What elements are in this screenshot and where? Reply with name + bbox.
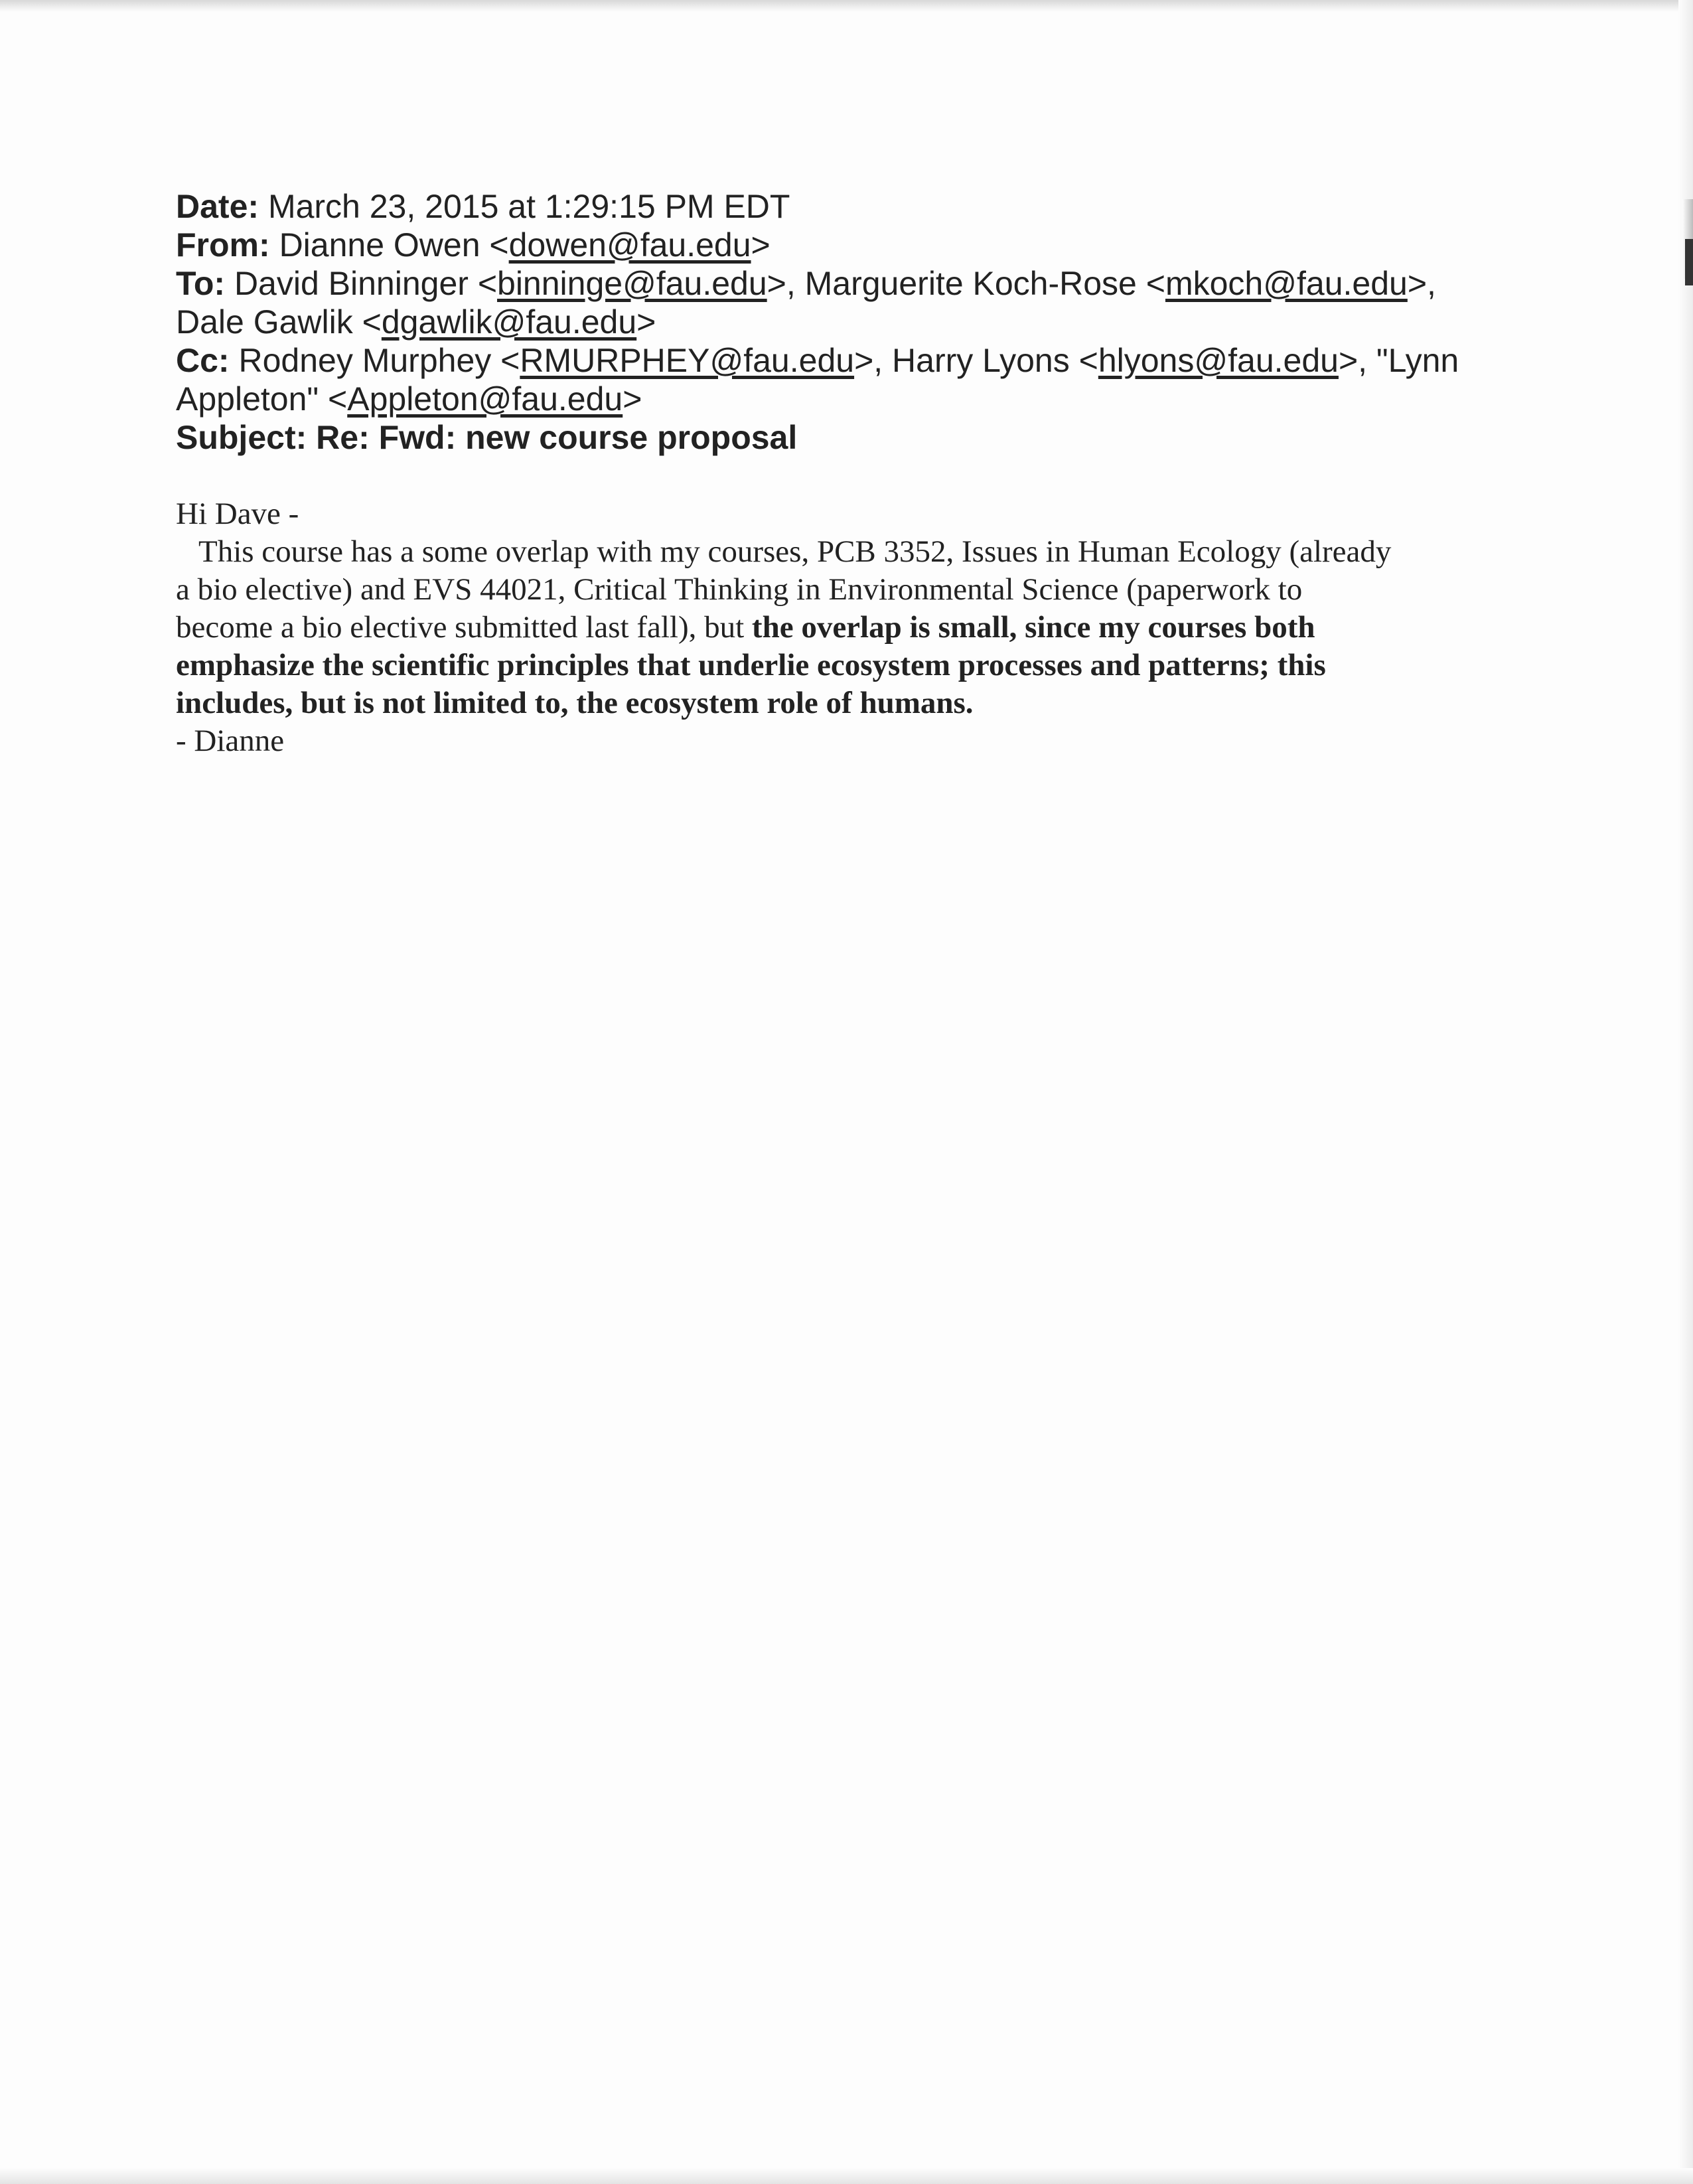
cc-row-continued: Appleton" <Appleton@fau.edu> — [176, 380, 642, 418]
date-row — [176, 187, 1503, 226]
subject-value: Re: Fwd: new course proposal — [316, 419, 798, 456]
body-line-4-bold: emphasize the scientific principles that underlie ecosystem processes and patterns; this — [176, 648, 1326, 682]
from-label: From: — [176, 226, 270, 264]
body-line-2: a bio elective) and EVS 44021, Critical Thinking in Environmental Science (paperwork to — [176, 572, 1303, 607]
cc-recipient-1-name: Rodney Murphey — [238, 342, 492, 379]
cc-recipient-2-email[interactable]: hlyons@fau.edu — [1098, 342, 1339, 379]
scan-right-mark-dark — [1685, 239, 1693, 285]
body-line-1: This course has a some overlap with my courses, PCB 3352, Issues in Human Ecology (already — [198, 534, 1392, 569]
to-recipient-1-email[interactable]: binninge@fau.edu — [497, 265, 767, 302]
to-row: To: David Binninger <binninge@fau.edu>, Marguerite Koch-Rose <mkoch@fau.edu>, — [176, 265, 1436, 302]
to-recipient-2-email[interactable]: mkoch@fau.edu — [1165, 265, 1408, 302]
cc-recipient-1-email[interactable]: RMURPHEY@fau.edu — [520, 342, 855, 379]
cc-recipient-3-email[interactable]: Appleton@fau.edu — [347, 380, 623, 418]
body-line-5-bold: includes, but is not limited to, the ecosystem role of humans. — [176, 686, 974, 720]
subject-label: Subject: — [176, 419, 307, 456]
to-recipient-3-name: Dale Gawlik — [176, 303, 353, 341]
to-recipient-2-name: Marguerite Koch-Rose — [804, 265, 1137, 302]
from-row: From: Dianne Owen <dowen@fau.edu> — [176, 226, 771, 264]
email-header — [176, 187, 1503, 457]
to-recipient-3-email[interactable]: dgawlik@fau.edu — [381, 303, 637, 341]
to-row-continued: Dale Gawlik <dgawlik@fau.edu> — [176, 303, 656, 341]
to-recipient-1-name: David Binninger — [234, 265, 469, 302]
scan-bottom-edge — [0, 2168, 1693, 2184]
body-line-5 — [176, 684, 1503, 722]
cc-recipient-3-name-part1: "Lynn — [1376, 342, 1459, 379]
date-label: Date: — [176, 188, 259, 225]
cc-recipient-2-name: Harry Lyons — [892, 342, 1070, 379]
date-value: March 23, 2015 at 1:29:15 PM EDT — [267, 188, 790, 225]
scan-top-shadow — [0, 0, 1693, 12]
subject-row — [176, 418, 1503, 457]
cc-label: Cc: — [176, 342, 230, 379]
body-line-3-plain: become a bio elective submitted last fall), but — [176, 610, 752, 645]
greeting: Hi Dave - — [176, 497, 299, 531]
scan-right-edge — [1678, 0, 1693, 2184]
to-label: To: — [176, 265, 226, 302]
from-email[interactable]: dowen@fau.edu — [508, 226, 751, 264]
body-line-4 — [176, 647, 1503, 684]
signoff: - Dianne — [176, 724, 285, 758]
body-line-3 — [176, 609, 1503, 647]
body-line-3-bold: the overlap is small, since my courses both — [751, 610, 1315, 645]
cc-row: Cc: Rodney Murphey <RMURPHEY@fau.edu>, Harry Lyons <hlyons@fau.edu>, "Lynn — [176, 342, 1459, 379]
email-body — [176, 495, 1503, 760]
from-name: Dianne Owen — [279, 226, 480, 264]
cc-recipient-3-name-part2: Appleton" — [176, 380, 319, 418]
